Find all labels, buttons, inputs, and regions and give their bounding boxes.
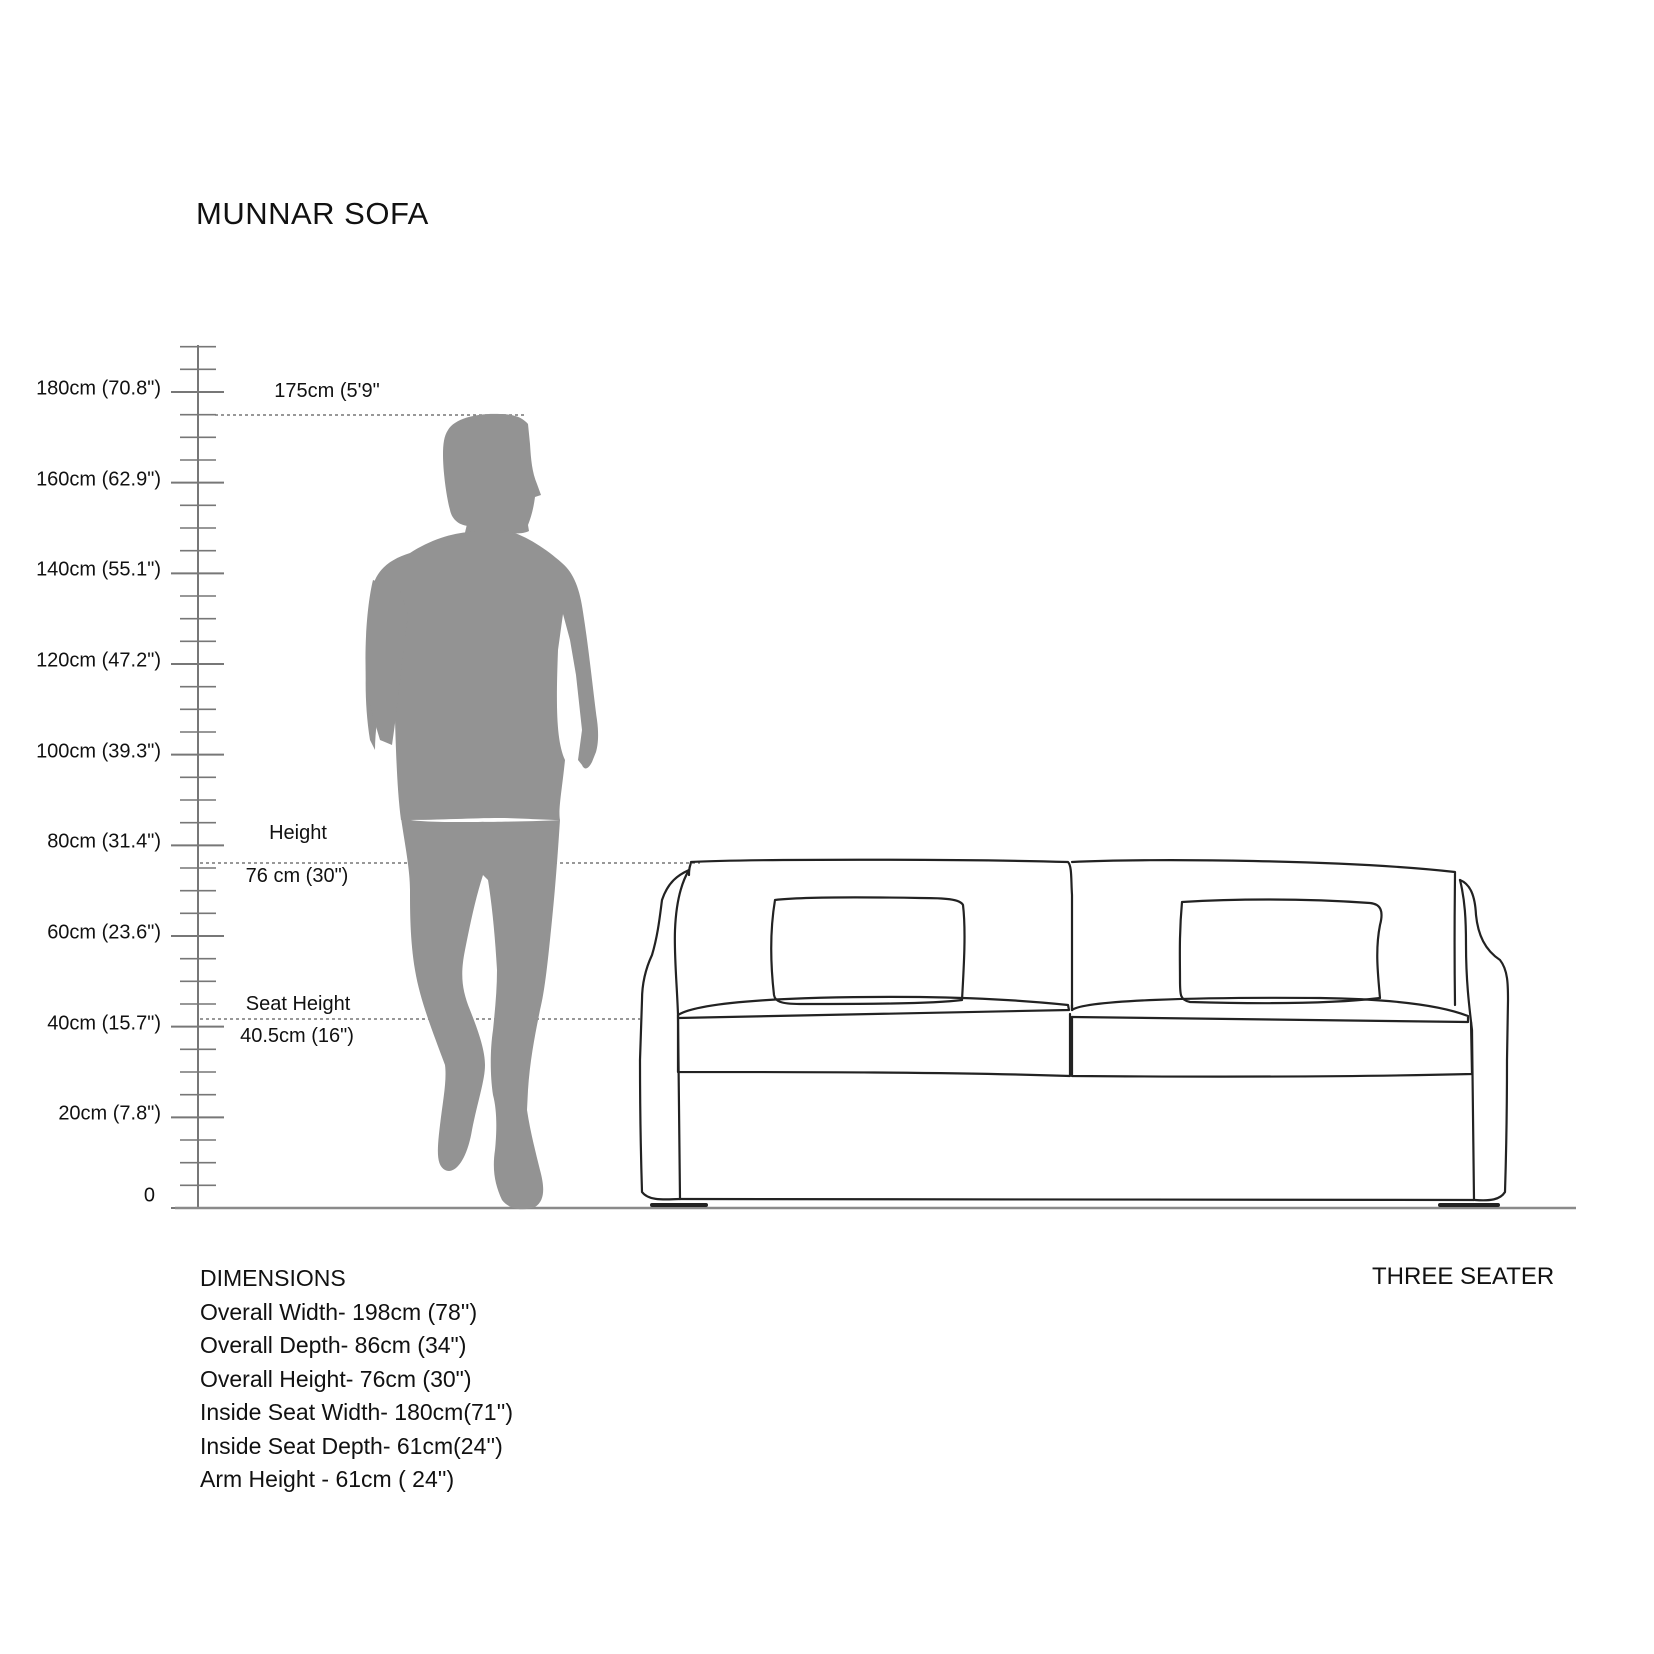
scale-label: 120cm (47.2") [36,649,161,672]
scale-label: 80cm (31.4") [47,830,161,853]
seat-annotation-value: 40.5cm (16") [240,1025,354,1047]
person-silhouette [365,414,598,1209]
seat-annotation-title: Seat Height [245,993,351,1015]
scale-label: 40cm (15.7") [47,1012,161,1035]
variant-label: THREE SEATER [1372,1263,1555,1290]
dimensions-heading: DIMENSIONS [200,1265,346,1291]
scale-label: 140cm (55.1") [36,558,161,581]
scale-label: 180cm (70.8") [36,377,161,400]
dimension-line: Overall Depth- 86cm (34") [200,1332,467,1358]
person-height-label: 175cm (5'9" [274,380,380,402]
dimension-line: Inside Seat Depth- 61cm(24'') [200,1432,503,1459]
page-title: MUNNAR SOFA [196,196,429,231]
scale-label: 160cm (62.9") [36,468,161,491]
scale-label: 60cm (23.6") [47,921,161,944]
dimension-line: Inside Seat Width- 180cm(71'') [200,1399,514,1425]
dimension-line: Overall Height- 76cm (30") [200,1365,472,1392]
dimension-line: Overall Width- 198cm (78'') [200,1298,478,1325]
scale-label: 100cm (39.3") [36,740,161,763]
height-ruler [171,345,224,1208]
scale-label: 20cm (7.8") [58,1102,161,1125]
height-annotation-value: 76 cm (30") [245,865,349,887]
height-annotation-title: Height [269,822,327,844]
sofa-drawing [640,860,1508,1205]
scale-label: 0 [143,1184,155,1207]
dimensions-block [200,1262,513,1497]
dimension-line: Arm Height - 61cm ( 24'') [200,1466,455,1492]
